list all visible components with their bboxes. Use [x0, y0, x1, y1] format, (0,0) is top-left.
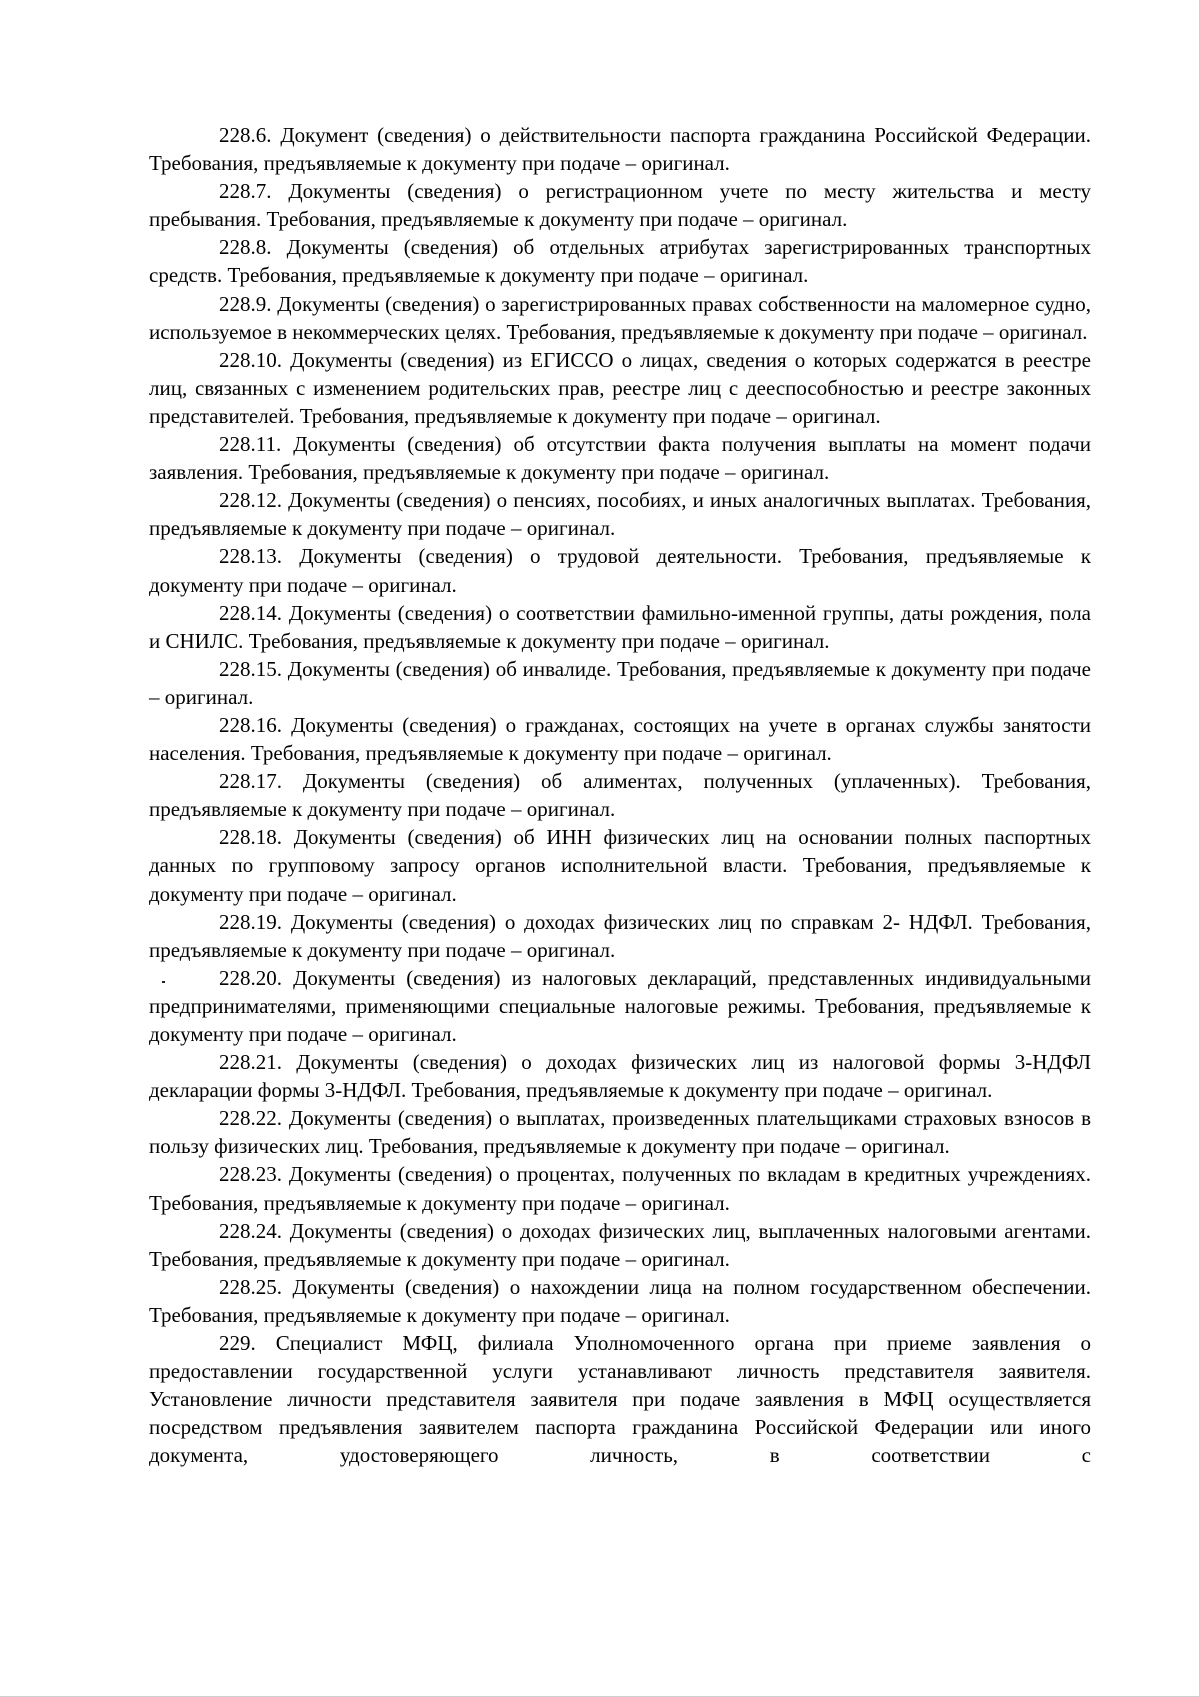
paragraph-228-9: 228.9. Документы (сведения) о зарегистрированных правах собственности на маломерное судно, используемое в некоммерческих целях. Требования, предъявляемые к документу при подаче – оригинал. — [149, 291, 1091, 344]
paragraph-228-24: 228.24. Документы (сведения) о доходах физических лиц, выплаченных налоговыми агентами. Требования, предъявляемые к документу при подаче – оригинал. — [149, 1218, 1091, 1271]
scan-speck — [162, 981, 165, 983]
paragraph-228-20: 228.20. Документы (сведения) из налоговых деклараций, представленных индивидуальными предпринимателями, применяющими специальные налоговые режимы. Требования, предъявляемые к документу при подаче – оригинал. — [149, 965, 1091, 1046]
paragraph-228-22: 228.22. Документы (сведения) о выплатах, произведенных плательщиками страховых взносов в пользу физических лиц. Требования, предъявляемые к документу при подаче – оригинал. — [149, 1106, 1091, 1159]
paragraph-228-14: 228.14. Документы (сведения) о соответствии фамильно-именной группы, даты рождения, пола и СНИЛС. Требования, предъявляемые к документу при подаче – оригинал. — [149, 600, 1091, 653]
paragraph-228-13: 228.13. Документы (сведения) о трудовой деятельности. Требования, предъявляемые к документу при подаче – оригинал. — [149, 544, 1091, 597]
paragraph-228-19: 228.19. Документы (сведения) о доходах физических лиц по справкам 2- НДФЛ. Требования, предъявляемые к документу при подаче – оригинал. — [149, 909, 1091, 962]
paragraph-228-18: 228.18. Документы (сведения) об ИНН физических лиц на основании полных паспортных данных по групповому запросу органов исполнительной власти. Требования, предъявляемые к документу при подаче – оригинал. — [149, 825, 1091, 906]
paragraph-228-16: 228.16. Документы (сведения) о гражданах, состоящих на учете в органах службы занятости населения. Требования, предъявляемые к документу при подаче – оригинал. — [149, 712, 1091, 766]
paragraph-228-11: 228.11. Документы (сведения) об отсутствии факта получения выплаты на момент подачи заявления. Требования, предъявляемые к документу при подаче – оригинал. — [149, 432, 1091, 485]
paragraph-228-17: 228.17. Документы (сведения) об алиментах, полученных (уплаченных). Требования, предъявляемые к документу при подаче – оригинал. — [149, 769, 1091, 822]
paragraph-228-21: 228.21. Документы (сведения) о доходах физических лиц из налоговой формы 3-НДФЛ декларации формы 3-НДФЛ. Требования, предъявляемые к документу при подаче – оригинал. — [149, 1050, 1091, 1103]
paragraph-228-7: 228.7. Документы (сведения) о регистрационном учете по месту жительства и месту пребывания. Требования, предъявляемые к документу при подаче – оригинал. — [149, 179, 1091, 232]
document-body — [149, 121, 1091, 1470]
paragraph-229: 229. Специалист МФЦ, филиала Уполномоченного органа при приеме заявления о предоставлении государственной услуги устанавливают личность представителя заявителя. Установление личности представителя заявителя при подаче заявления в МФЦ осуществляется посредством предъявления заявителем паспорта гражданина Российской Федерации или иного документа, удостоверяющего личность, в соответствии с — [149, 1331, 1091, 1468]
paragraph-228-6: 228.6. Документ (сведения) о действительности паспорта гражданина Российской Федерации. Требования, предъявляемые к документу при подаче – оригинал. — [149, 123, 1091, 176]
paragraph-228-23: 228.23. Документы (сведения) о процентах, полученных по вкладам в кредитных учреждениях. Требования, предъявляемые к документу при подаче – оригинал. — [149, 1162, 1091, 1215]
paragraph-228-25: 228.25. Документы (сведения) о нахождении лица на полном государственном обеспечении. Требования, предъявляемые к документу при подаче – оригинал. — [149, 1274, 1091, 1327]
paragraph-228-12: 228.12. Документы (сведения) о пенсиях, пособиях, и иных аналогичных выплатах. Требования, предъявляемые к документу при подаче – оригинал. — [149, 488, 1091, 541]
paragraph-228-8: 228.8. Документы (сведения) об отдельных атрибутах зарегистрированных транспортных средств. Требования, предъявляемые к документу при подаче – оригинал. — [149, 235, 1091, 288]
paragraph-228-10: 228.10. Документы (сведения) из ЕГИССО о лицах, сведения о которых содержатся в реестре лиц, связанных с изменением родительских прав, реестре лиц с дееспособностью и реестре законных представителей. Требования, предъявляемые к документу при подаче – оригинал. — [149, 347, 1091, 428]
paragraph-228-15: 228.15. Документы (сведения) об инвалиде. Требования, предъявляемые к документу при подаче – оригинал. — [149, 656, 1091, 709]
